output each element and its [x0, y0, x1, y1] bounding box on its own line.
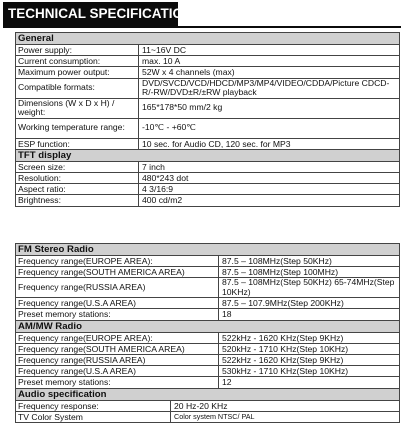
section-header-general: [16, 33, 400, 45]
spec-row: [16, 343, 400, 354]
spec-label: Screen size:: [16, 161, 139, 172]
spec-label: TV Color System: [16, 411, 171, 422]
section-title: FM Stereo Radio: [16, 243, 400, 255]
title-underline: [3, 26, 401, 28]
spec-label: Maximum power output:: [16, 67, 139, 78]
page-title: TECHNICAL SPECIFICATIONS: [3, 2, 178, 26]
spec-row: [16, 67, 400, 78]
spec-label: Resolution:: [16, 173, 139, 184]
spec-value: 522kHz - 1620 KHz(Step 9KHz): [219, 332, 400, 343]
spec-label: Frequency range(RUSSIA AREA): [16, 278, 219, 298]
spec-value: 10 sec. for Audio CD, 120 sec. for MP3: [139, 138, 400, 149]
spec-label: Frequency response:: [16, 400, 171, 411]
spec-row: [16, 377, 400, 388]
spec-row: [16, 138, 400, 149]
spec-row: [16, 161, 400, 172]
spec-label: Brightness:: [16, 195, 139, 206]
section-title: AM/MW Radio: [16, 320, 400, 332]
spec-value: 7 inch: [139, 161, 400, 172]
spec-label: Working temperature range:: [16, 118, 139, 138]
spec-label: Frequency range(SOUTH AMERICA AREA): [16, 343, 219, 354]
spec-row: [16, 298, 400, 309]
spec-table-radio-audio: [15, 243, 400, 423]
section-header-tft-display: [16, 149, 400, 161]
spec-row: [16, 366, 400, 377]
spec-row: [16, 309, 400, 320]
spec-label: Aspect ratio:: [16, 184, 139, 195]
spec-row: [16, 184, 400, 195]
section-header-audio-specification: [16, 388, 400, 400]
spec-label: Preset memory stations:: [16, 309, 219, 320]
spec-value: 11~16V DC: [139, 45, 400, 56]
spec-row: [16, 400, 400, 411]
spec-value: 87.5 – 107.9MHz(Step 200KHz): [219, 298, 400, 309]
spec-row: [16, 266, 400, 277]
spec-label: Preset memory stations:: [16, 377, 219, 388]
spec-table: [15, 32, 400, 207]
spec-label: Frequency range(U.S.A AREA): [16, 298, 219, 309]
spec-value: 480*243 dot: [139, 173, 400, 184]
spec-row: [16, 78, 400, 98]
spec-row: [16, 278, 400, 298]
spec-value: Color system NTSC/ PAL: [171, 411, 400, 422]
spec-value: max. 10 A: [139, 56, 400, 67]
spec-value: 18: [219, 309, 400, 320]
spec-row: [16, 255, 400, 266]
spec-label: Dimensions (W x D x H) / weight:: [16, 98, 139, 118]
spec-label: Compatible formats:: [16, 78, 139, 98]
spec-row: [16, 332, 400, 343]
spec-value: 400 cd/m2: [139, 195, 400, 206]
spec-label: Power supply:: [16, 45, 139, 56]
spec-label: Frequency range(RUSSIA AREA): [16, 354, 219, 365]
spec-value: 4 3/16:9: [139, 184, 400, 195]
spec-row: [16, 354, 400, 365]
section-header-fm-stereo-radio: [16, 243, 400, 255]
section-title: Audio specification: [16, 388, 400, 400]
spec-value: 87.5 – 108MHz(Step 50KHz): [219, 255, 400, 266]
spec-value: 87.5 – 108MHz(Step 50KHz) 65-74MHz(Step 10KHz): [219, 278, 400, 298]
spec-row: [16, 118, 400, 138]
section-title: General: [16, 33, 400, 45]
spec-row: [16, 56, 400, 67]
spec-value: DVD/SVCD/VCD/HDCD/MP3/MP4/VIDEO/CDDA/Picture CDCD-R/-RW/DVD±R/±RW playback: [139, 78, 400, 98]
spec-row: [16, 195, 400, 206]
spec-value: 20 Hz-20 KHz: [171, 400, 400, 411]
spec-row: [16, 45, 400, 56]
section-title: TFT display: [16, 149, 400, 161]
spec-value: 12: [219, 377, 400, 388]
spec-value: -10℃ - +60℃: [139, 118, 400, 138]
spec-label: Frequency range(SOUTH AMERICA AREA): [16, 266, 219, 277]
spec-label: Frequency range(EUROPE AREA):: [16, 332, 219, 343]
spec-value: 165*178*50 mm/2 kg: [139, 98, 400, 118]
spec-row: [16, 173, 400, 184]
spec-value: 87.5 – 108MHz(Step 100MHz): [219, 266, 400, 277]
spec-label: Frequency range(U.S.A AREA): [16, 366, 219, 377]
spec-label: Frequency range(EUROPE AREA):: [16, 255, 219, 266]
spec-row: [16, 411, 400, 422]
spec-value: 522kHz - 1620 KHz(Step 9KHz): [219, 354, 400, 365]
spec-row: [16, 98, 400, 118]
section-header-am-mw-radio: [16, 320, 400, 332]
spec-label: ESP function:: [16, 138, 139, 149]
spec-value: 520kHz - 1710 KHz(Step 10KHz): [219, 343, 400, 354]
spec-value: 530kHz - 1710 KHz(Step 10KHz): [219, 366, 400, 377]
spec-value: 52W x 4 channels (max): [139, 67, 400, 78]
spec-label: Current consumption:: [16, 56, 139, 67]
